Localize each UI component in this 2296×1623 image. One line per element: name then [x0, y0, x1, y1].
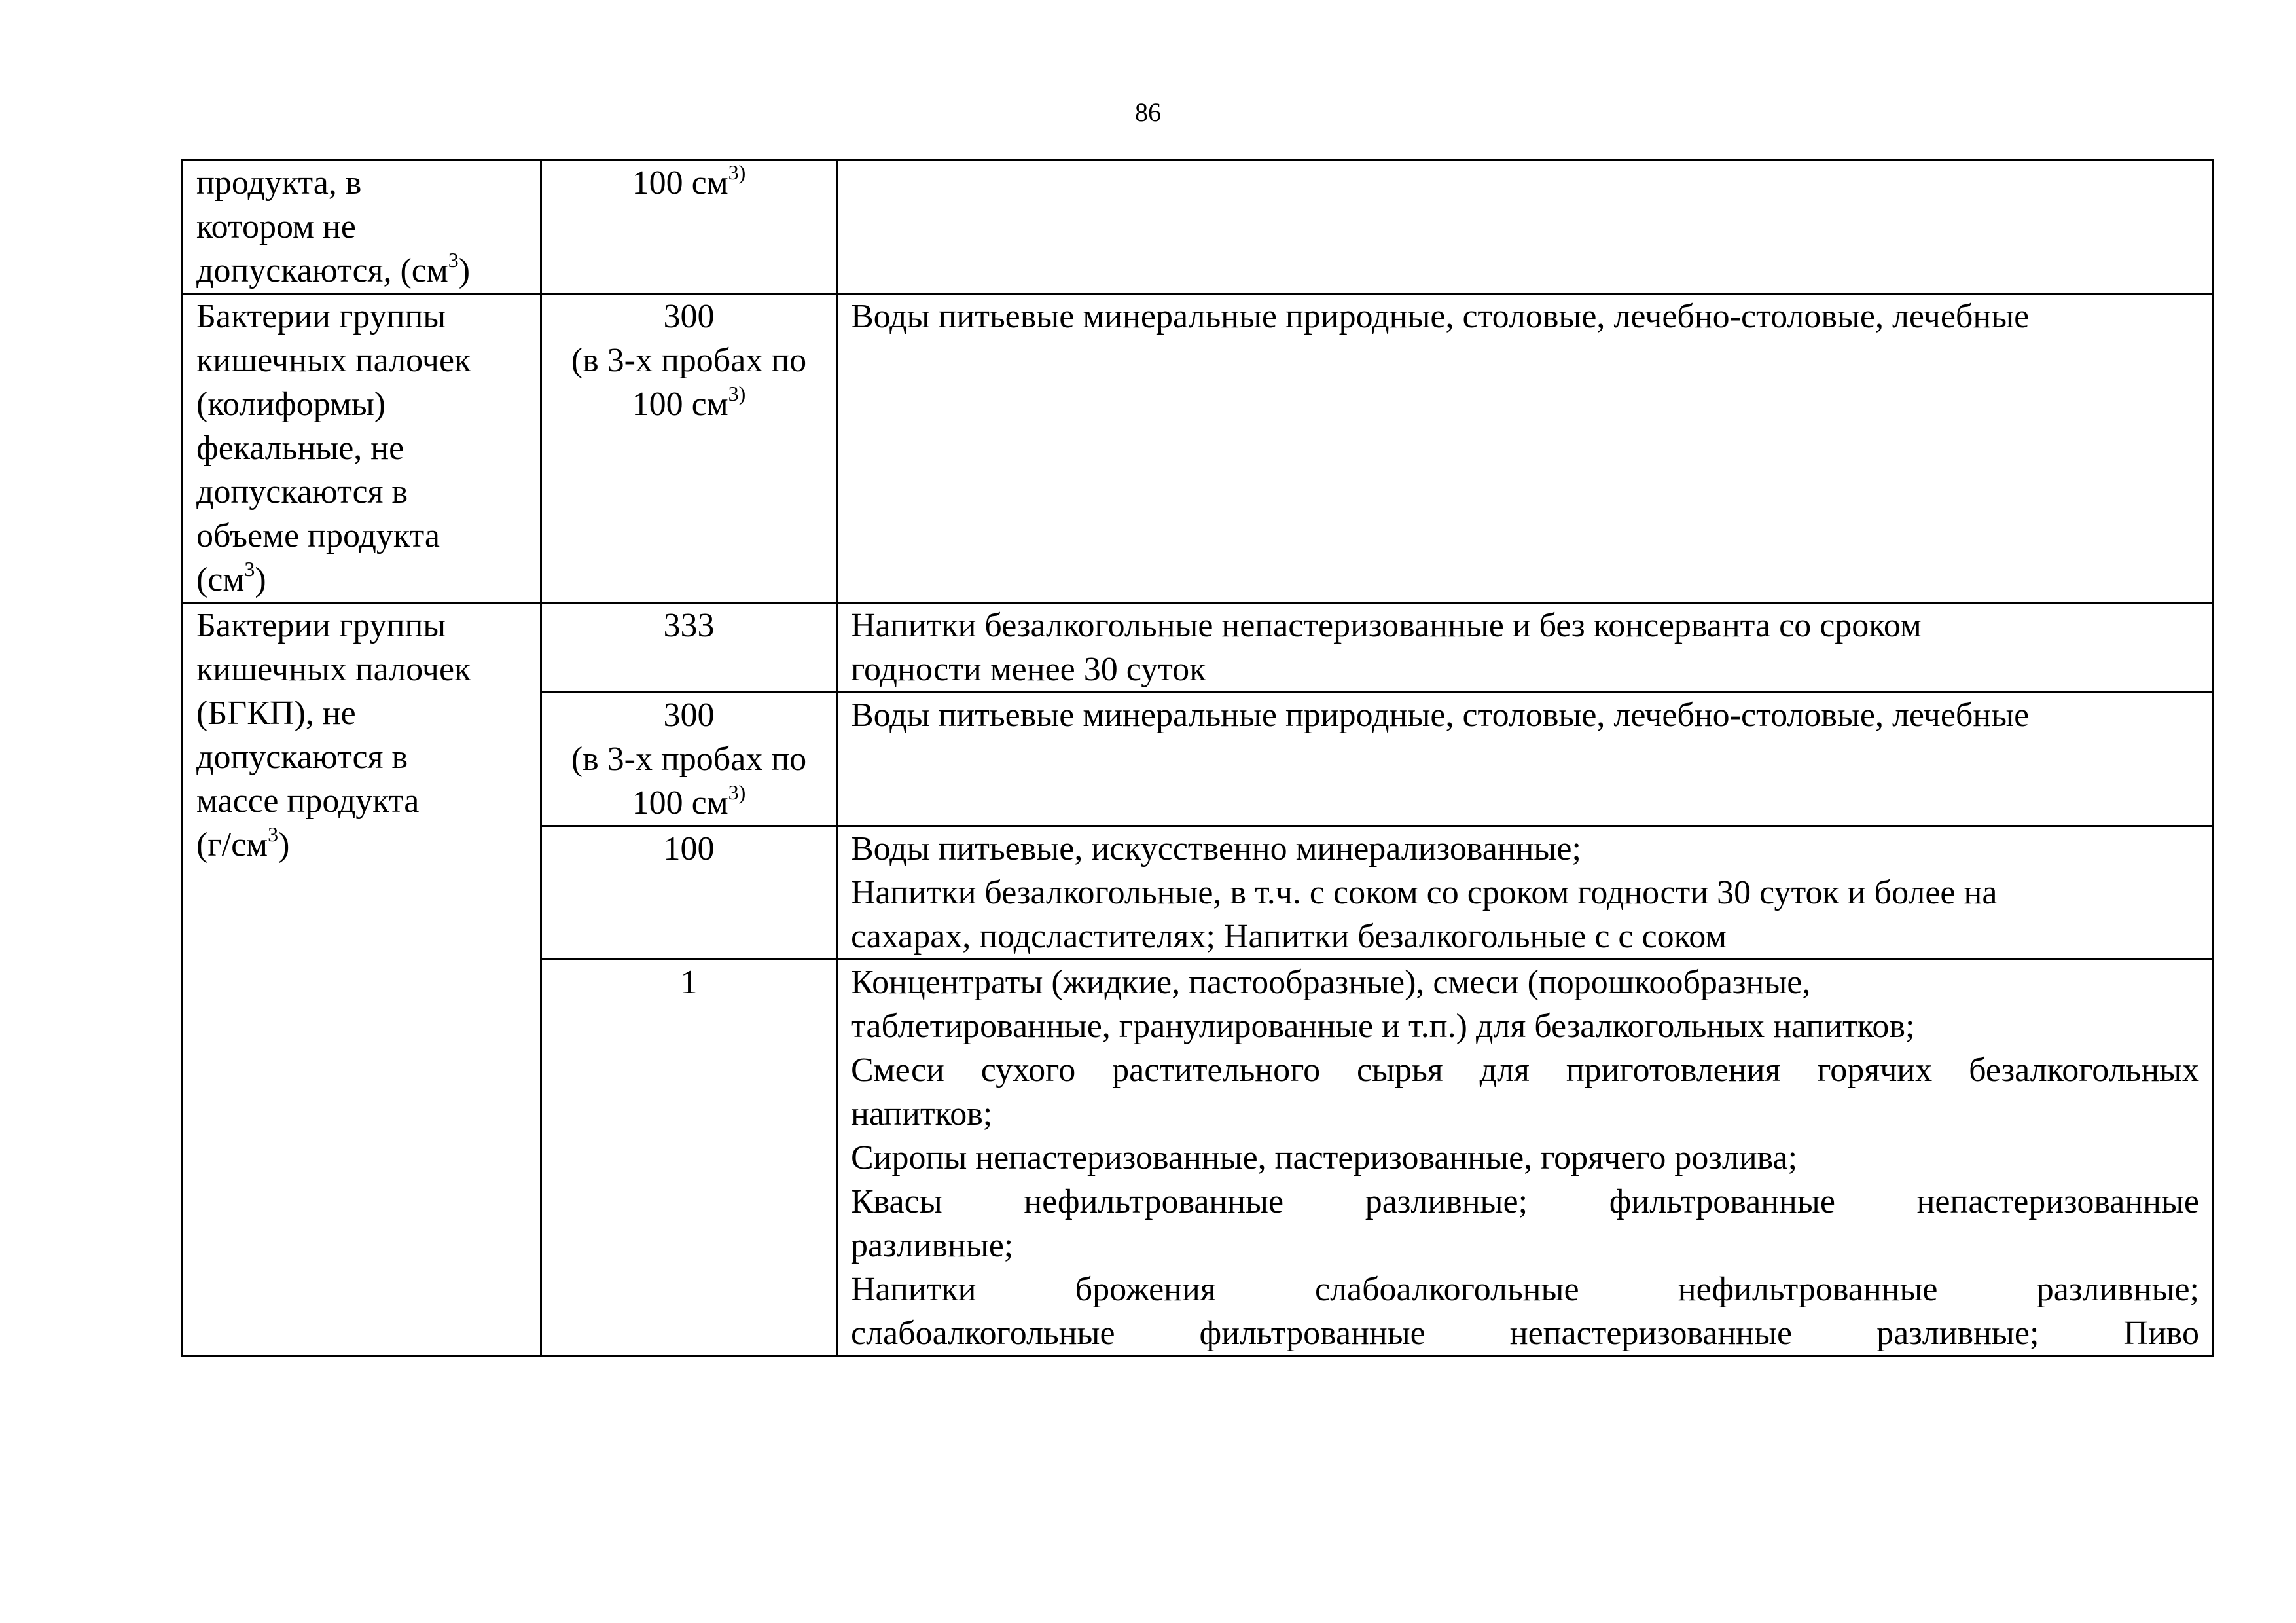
indicator-cell: Бактерии группы кишечных палочек (колиформы) фекальные, не допускаются в объеме продукта $(см^3)$ — [183, 294, 541, 603]
products-cell: Воды питьевые минеральные природные, столовые, лечебно-столовые, лечебные — [837, 693, 2214, 826]
requirements-table — [181, 159, 2214, 1357]
table-row — [183, 294, 2214, 603]
norm-cell: 100 — [541, 826, 837, 960]
table-row — [183, 603, 2214, 693]
norm-cell: 1 — [541, 960, 837, 1357]
products-cell: Воды питьевые, искусственно минерализованные; Напитки безалкогольные, в т.ч. с соком со сроком годности 30 суток и более на сахарах, подсластителях; Напитки безалкогольные с с соком — [837, 826, 2214, 960]
table-row — [183, 160, 2214, 294]
indicator-cell: продукта, в котором не допускаются, $(см^3)$ — [183, 160, 541, 294]
indicator-cell: Бактерии группы кишечных палочек (БГКП), не допускаются в массе продукта $(г/см^3)$ — [183, 603, 541, 1357]
norm-cell: 333 — [541, 603, 837, 693]
page-number: 86 — [1135, 98, 1161, 127]
norm-cell: 300 (в 3-х пробах по 100 $см^{3)}$ — [541, 294, 837, 603]
products-cell: Воды питьевые минеральные природные, столовые, лечебно-столовые, лечебные — [837, 294, 2214, 603]
products-cell — [837, 160, 2214, 294]
products-cell: Напитки безалкогольные непастеризованные и без консерванта со сроком годности менее 30 суток — [837, 603, 2214, 693]
norm-cell: 300 (в 3-х пробах по 100 $см^{3)}$ — [541, 693, 837, 826]
products-cell: Концентраты (жидкие, пастообразные), смеси (порошкообразные, таблетированные, гранулированные и т.п.) для безалкогольных напитков; Смеси сухого растительного сырья для приготовления горячих безалкогольных напитков; Сиропы непастеризованные, пастеризованные, горячего розлива; Квасы нефильтрованные разливные; фильтрованные непастеризованные разливные; Напитки брожения слабоалкогольные нефильтрованные разливные; слабоалкогольные фильтрованные непастеризованные разливные; Пиво — [837, 960, 2214, 1357]
norm-cell: 100 $см^{3)}$ — [541, 160, 837, 294]
